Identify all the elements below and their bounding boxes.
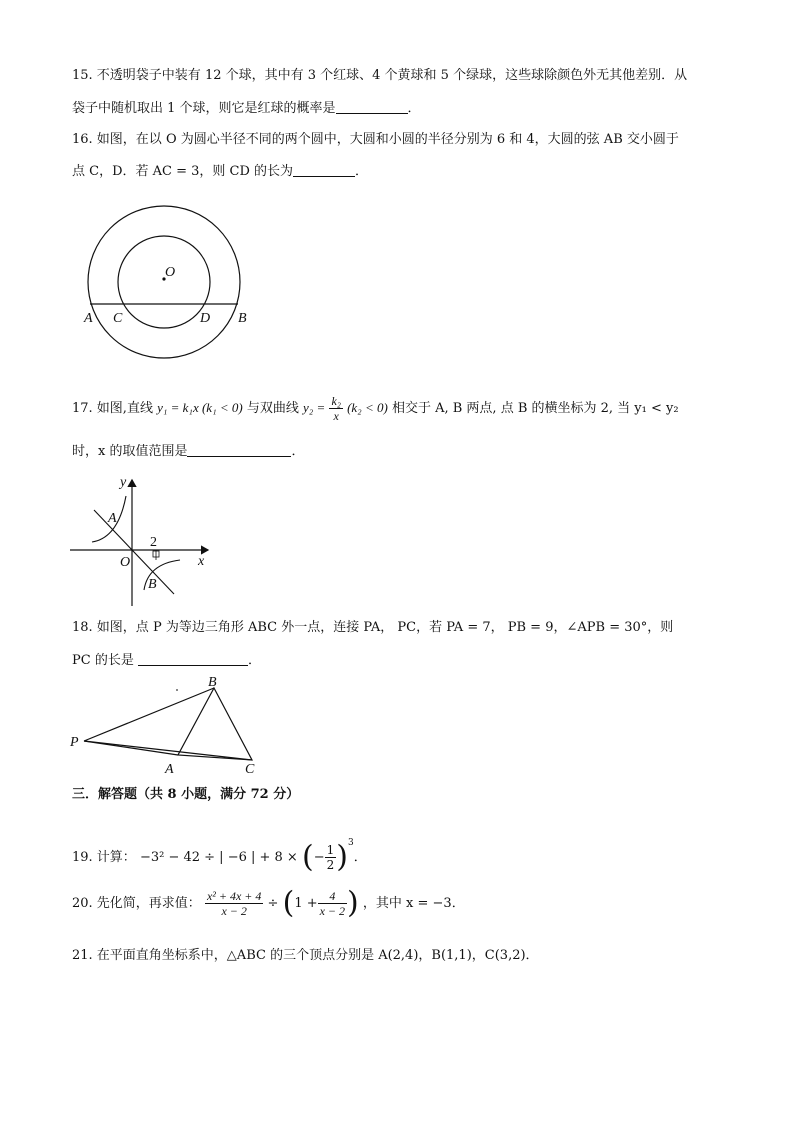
q17-eq2-num: k₂	[331, 394, 341, 408]
segment-PC	[84, 741, 252, 760]
q16-answer-blank[interactable]	[293, 162, 355, 177]
q20-den1: x − 2	[221, 904, 247, 918]
q17-eq2-cond: (k₂ < 0)	[347, 400, 388, 415]
q20-num1: x² + 4x + 4	[206, 889, 262, 903]
q15-end: ．	[407, 101, 421, 116]
q15-line1: 15. 不透明袋子中装有 12 个球，其中有 3 个红球、4 个黄球和 5 个绿球，这些球除颜色外无其他差别．从	[72, 68, 688, 83]
label-A: A	[165, 762, 174, 777]
q17-end: ．	[291, 444, 305, 459]
q20-fraction2	[318, 889, 347, 918]
q17-line2	[72, 442, 304, 461]
q20-den2: x − 2	[319, 904, 346, 918]
q18-line1: 18. 如图，点 P 为等边三角形 ABC 外一点，连接 PA， PC，若 PA = 7， PB = 9，∠APB = 30°，则	[72, 620, 674, 635]
segment-PB	[84, 688, 214, 741]
label-O: O	[120, 555, 131, 570]
q20-num2: 4	[318, 889, 347, 904]
label-O: O	[165, 265, 176, 280]
big-circle	[88, 206, 240, 358]
q20-div: ÷	[267, 896, 279, 911]
q19-expr: −3² − 42 ÷ | −6 | + 8 ×	[139, 850, 298, 865]
q17-eq2-den: x	[333, 409, 339, 423]
q19-exponent: 3	[347, 838, 354, 848]
q19-prefix: 19. 计算：	[72, 850, 136, 865]
q19-den: 2	[326, 858, 335, 872]
q17-prefix: 17. 如图,直线	[72, 401, 153, 416]
q19-end: ．	[353, 850, 367, 865]
label-D: D	[200, 311, 211, 326]
label-x: x	[198, 554, 205, 569]
label-y: y	[120, 475, 127, 490]
q20-line	[72, 887, 465, 921]
q16-line1: 16. 如图，在以 O 为圆心半径不同的两个圆中，大圆和小圆的半径分别为 6 和 4，大圆的弦 AB 交小圆于	[72, 132, 679, 147]
q17-figure-graph	[68, 472, 218, 612]
q20-paren-close: )	[347, 885, 359, 921]
q18-answer-blank[interactable]	[138, 651, 248, 666]
q17-eq2-lhs: y₂ =	[302, 400, 326, 415]
small-circle	[118, 236, 210, 328]
q19-fraction	[325, 843, 337, 872]
q18-line2	[72, 651, 261, 670]
label-A: A	[108, 511, 117, 526]
label-C: C	[113, 311, 123, 326]
q20-prefix: 20. 先化简，再求值：	[72, 896, 201, 911]
q15-line2-text: 袋子中随机取出 1 个球，则它是红球的概率是	[72, 101, 336, 116]
q20-suffix: ，其中 x = −3．	[362, 896, 465, 911]
q19-line	[72, 828, 367, 873]
label-B: B	[208, 675, 217, 690]
q20-fraction1	[205, 889, 263, 918]
q17-answer-blank[interactable]	[187, 442, 291, 457]
label-B: B	[148, 577, 157, 592]
q15-line2	[72, 99, 421, 118]
label-A: A	[84, 311, 93, 326]
q17-eq2-fraction	[329, 394, 343, 423]
label-2: 2	[150, 535, 157, 550]
q20-one-plus: 1 +	[294, 896, 318, 911]
q18-line2-text: PC 的长是	[72, 653, 134, 668]
q17-line2-text: 时，x 的取值范围是	[72, 444, 188, 459]
q18-end: ．	[247, 653, 261, 668]
q17-mid: 与双曲线	[246, 401, 299, 416]
q21-line: 21. 在平面直角坐标系中，△ABC 的三个顶点分别是 A(2,4)，B(1,1)，C(3,2)．	[72, 948, 539, 963]
q17-line1	[72, 394, 679, 423]
q20-paren-open: (	[282, 885, 295, 921]
q18-figure-triangle	[68, 674, 278, 779]
q19-paren-close: )	[336, 839, 348, 875]
q19-num: 1	[326, 843, 335, 857]
label-C: C	[245, 762, 255, 777]
q19-sign: −	[313, 850, 325, 865]
section3-heading: 三．解答题（共 8 小题，满分 72 分）	[72, 787, 300, 802]
triangle-ABC	[178, 688, 252, 760]
line-y1	[94, 510, 174, 594]
q16-figure-circles	[80, 205, 260, 365]
q15-answer-blank[interactable]	[336, 99, 408, 114]
q16-end: ．	[355, 164, 369, 179]
label-P: P	[70, 735, 79, 750]
q17-eq1: y₁ = k₁x (k₁ < 0)	[157, 400, 243, 415]
q19-paren-open: (	[301, 839, 314, 875]
q17-suffix: 相交于 A, B 两点, 点 B 的横坐标为 2, 当 y₁ < y₂	[391, 401, 679, 416]
label-B: B	[238, 311, 247, 326]
q16-line2-text: 点 C，D．若 AC = 3，则 CD 的长为	[72, 164, 294, 179]
q16-line2	[72, 162, 368, 181]
